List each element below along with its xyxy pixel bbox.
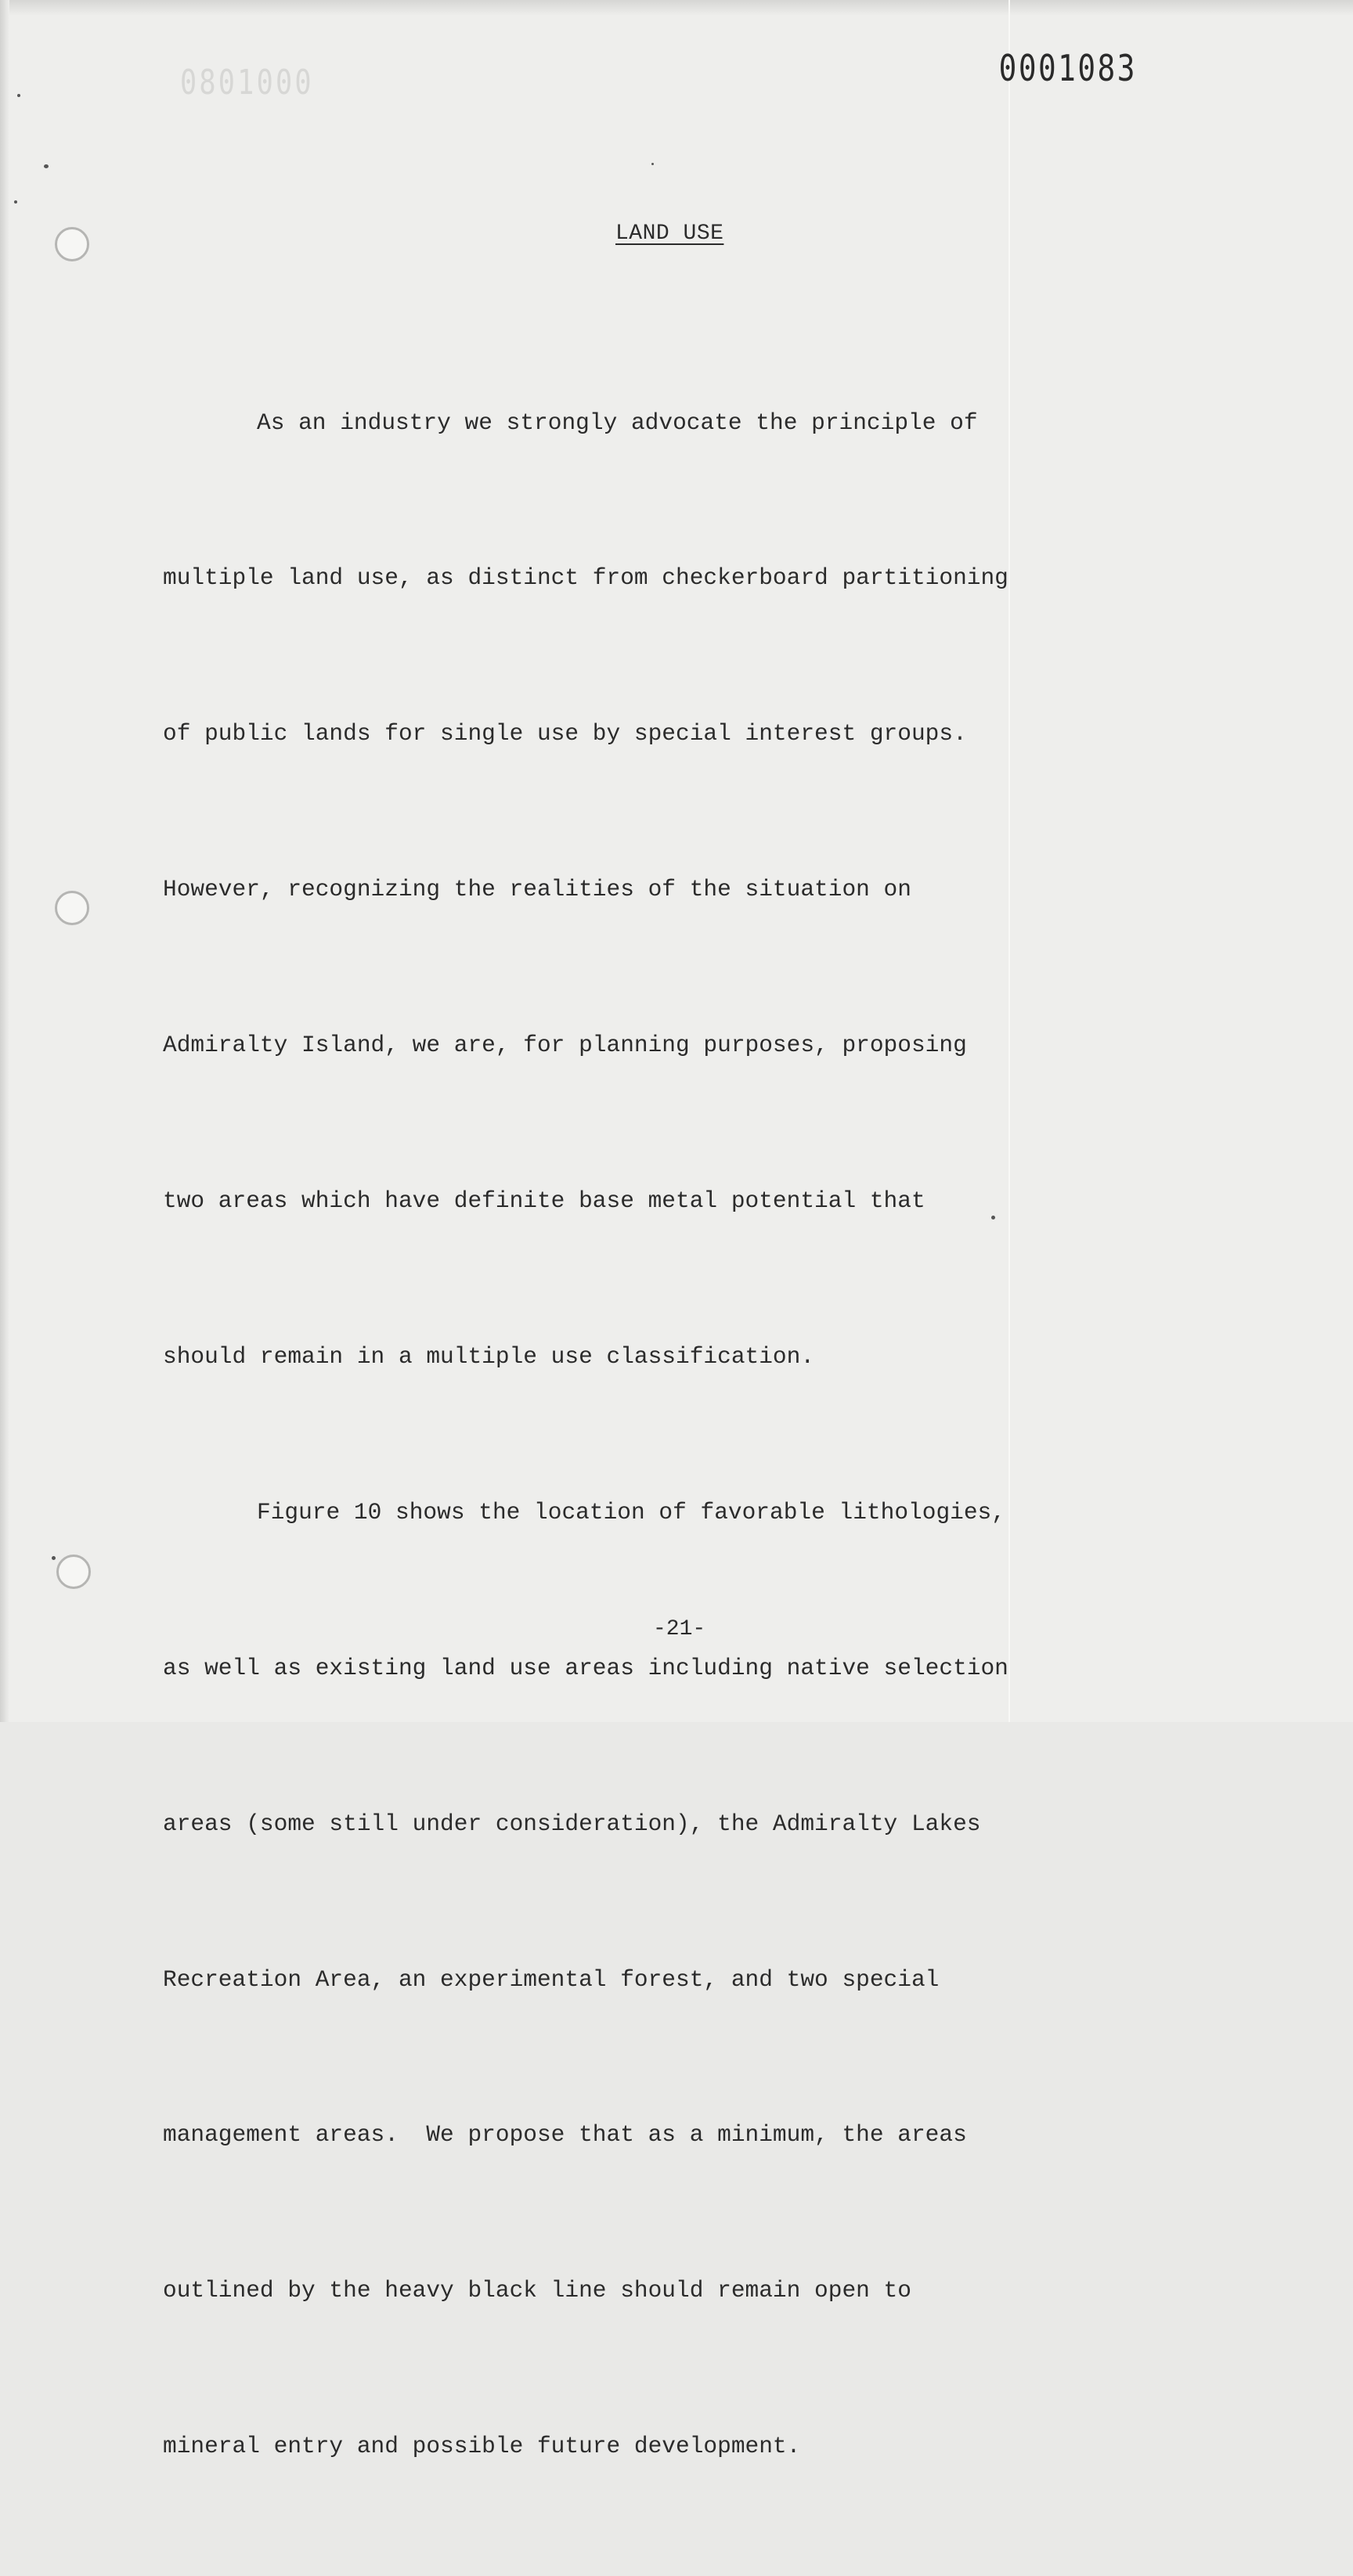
- page-top-edge: [0, 0, 1353, 16]
- punch-hole-bottom: [56, 1555, 91, 1589]
- paragraph-2-line-3: areas (some still under consideration), the Admiralty Lakes: [163, 1810, 981, 1837]
- speck: [17, 94, 20, 97]
- document-number: 0001083: [998, 47, 1137, 89]
- paragraph-2-line-2: as well as existing land use areas including native selection: [163, 1654, 1008, 1681]
- punch-hole-middle: [55, 891, 89, 925]
- speck: [14, 200, 17, 204]
- paragraph-1-line-7: should remain in a multiple use classification.: [163, 1342, 815, 1370]
- paragraph-1-line-1: As an industry we strongly advocate the principle of: [257, 409, 978, 436]
- paragraph-1-line-6: two areas which have definite base metal potential that: [163, 1187, 925, 1215]
- section-title: LAND USE: [615, 222, 724, 246]
- body-text: [163, 293, 1008, 2576]
- paragraph-2-line-4: Recreation Area, an experimental forest, and two special: [163, 1965, 940, 1993]
- speck: [991, 1216, 995, 1220]
- paragraph-2-line-5: management areas. We propose that as a minimum, the areas: [163, 2121, 967, 2149]
- faint-document-number: 0801000: [180, 63, 314, 103]
- paragraph-1-line-3: of public lands for single use by special interest groups.: [163, 720, 967, 748]
- paragraph-2-line-7: mineral entry and possible future development.: [163, 2433, 801, 2460]
- page-left-edge: [0, 0, 9, 1722]
- punch-hole-top: [55, 227, 89, 261]
- speck: [651, 163, 654, 165]
- paragraph-2-line-6: outlined by the heavy black line should remain open to: [163, 2277, 911, 2304]
- paragraph-1-line-4: However, recognizing the realities of the situation on: [163, 876, 911, 903]
- speck: [52, 1556, 56, 1560]
- paragraph-2-line-1: Figure 10 shows the location of favorable lithologies,: [257, 1498, 1005, 1526]
- speck: [44, 164, 49, 168]
- paragraph-1-line-2: multiple land use, as distinct from checkerboard partitioning: [163, 564, 1008, 592]
- fold-line: [1008, 0, 1010, 1722]
- paragraph-1-line-5: Admiralty Island, we are, for planning purposes, proposing: [163, 1032, 967, 1059]
- page-number: -21-: [653, 1617, 706, 1641]
